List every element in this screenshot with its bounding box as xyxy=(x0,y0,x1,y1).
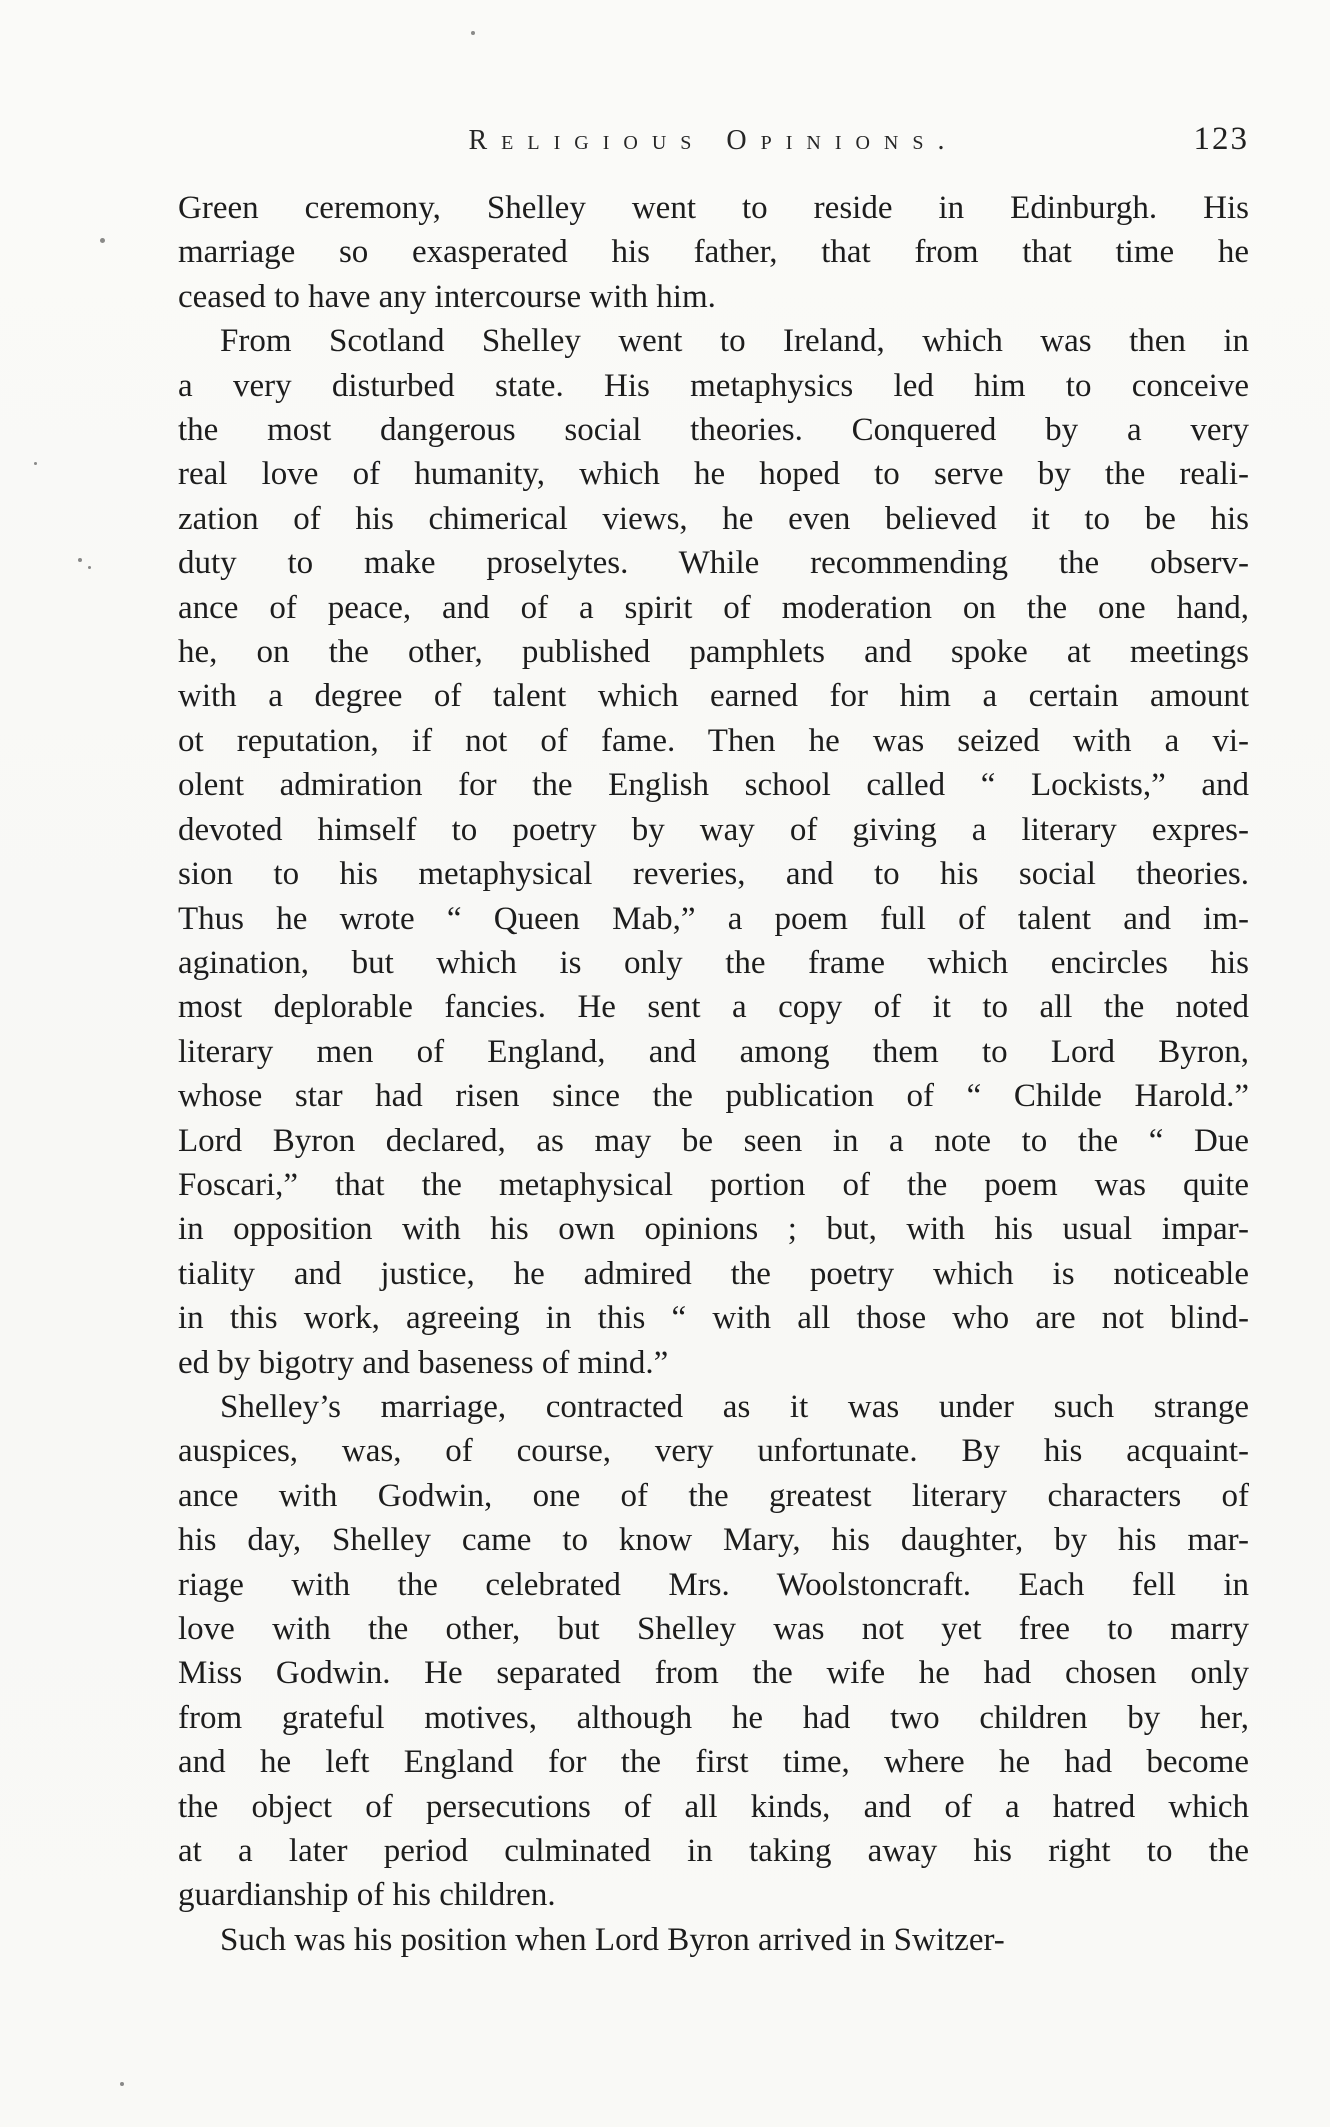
text-line: ot reputation, if not of fame. Then he was seized with a vi- xyxy=(178,722,1249,759)
scan-speck xyxy=(78,558,82,562)
scan-speck xyxy=(34,462,37,465)
text-line: ceased to have any intercourse with him. xyxy=(178,278,716,315)
text-line: the most dangerous social theories. Conquered by a very xyxy=(178,412,1249,449)
page-header xyxy=(178,121,1249,164)
text-line: most deplorable fancies. He sent a copy of it to all the noted xyxy=(178,989,1249,1026)
text-line: and he left England for the first time, where he had become xyxy=(178,1744,1249,1781)
text-line: Shelley’s marriage, contracted as it was under such strange xyxy=(220,1388,1249,1425)
text-line: olent admiration for the English school called “ Lockists,” and xyxy=(178,767,1249,804)
text-line: auspices, was, of course, very unfortunate. By his acquaint- xyxy=(178,1433,1249,1470)
text-line: devoted himself to poetry by way of giving a literary expres- xyxy=(178,811,1249,848)
text-line: a very disturbed state. His metaphysics led him to conceive xyxy=(178,367,1249,404)
text-line: with a degree of talent which earned for him a certain amount xyxy=(178,678,1249,715)
text-line: he, on the other, published pamphlets and spoke at meetings xyxy=(178,634,1249,671)
paragraph xyxy=(178,319,1249,1385)
text-block xyxy=(178,186,1249,1962)
text-line: Foscari,” that the metaphysical portion of the poem was quite xyxy=(178,1166,1249,1203)
text-line: Green ceremony, Shelley went to reside in Edinburgh. His xyxy=(178,190,1249,226)
text-line: Thus he wrote “ Queen Mab,” a poem full of talent and im- xyxy=(178,900,1249,937)
scan-speck xyxy=(100,238,105,243)
text-line: real love of humanity, which he hoped to serve by the reali- xyxy=(178,456,1249,493)
text-line: from grateful motives, although he had two children by her, xyxy=(178,1699,1249,1736)
text-line: whose star had risen since the publication of “ Childe Harold.” xyxy=(178,1078,1249,1115)
text-line: at a later period culminated in taking away his right to the xyxy=(178,1833,1249,1870)
text-line: in opposition with his own opinions ; but, with his usual impar- xyxy=(178,1211,1249,1248)
scan-speck xyxy=(471,31,475,35)
text-line: duty to make proselytes. While recommending the observ- xyxy=(178,545,1249,582)
scan-speck xyxy=(120,2082,124,2086)
text-line: ed by bigotry and baseness of mind.” xyxy=(178,1344,669,1381)
paragraph xyxy=(178,1385,1249,1918)
text-line: guardianship of his children. xyxy=(178,1877,556,1914)
paragraph xyxy=(178,186,1249,319)
page-number: 123 xyxy=(1193,121,1249,157)
text-line: zation of his chimerical views, he even believed it to be his xyxy=(178,500,1249,537)
text-line: the object of persecutions of all kinds, and of a hatred which xyxy=(178,1788,1249,1825)
text-line: Lord Byron declared, as may be seen in a note to the “ Due xyxy=(178,1122,1249,1159)
text-line: From Scotland Shelley went to Ireland, which was then in xyxy=(220,323,1249,360)
text-line: tiality and justice, he admired the poetry which is noticeable xyxy=(178,1255,1249,1292)
paragraph xyxy=(178,1918,1249,1962)
text-line: ance of peace, and of a spirit of moderation on the one hand, xyxy=(178,589,1249,626)
scan-speck xyxy=(88,566,91,569)
text-line: literary men of England, and among them to Lord Byron, xyxy=(178,1033,1249,1070)
text-line: his day, Shelley came to know Mary, his daughter, by his mar- xyxy=(178,1522,1249,1559)
text-line: ance with Godwin, one of the greatest literary characters of xyxy=(178,1477,1249,1514)
text-line: Miss Godwin. He separated from the wife he had chosen only xyxy=(178,1655,1249,1692)
text-line: love with the other, but Shelley was not yet free to marry xyxy=(178,1611,1249,1647)
text-line: riage with the celebrated Mrs. Woolstoncraft. Each fell in xyxy=(178,1566,1249,1603)
text-line: in this work, agreeing in this “ with all those who are not blind- xyxy=(178,1300,1249,1337)
text-line: agination, but which is only the frame which encircles his xyxy=(178,944,1249,981)
text-line: marriage so exasperated his father, that from that time he xyxy=(178,234,1249,271)
text-line: sion to his metaphysical reveries, and to his social theories. xyxy=(178,856,1249,893)
text-line: Such was his position when Lord Byron arrived in Switzer- xyxy=(220,1921,1005,1958)
running-title: Religious Opinions. xyxy=(468,125,959,156)
